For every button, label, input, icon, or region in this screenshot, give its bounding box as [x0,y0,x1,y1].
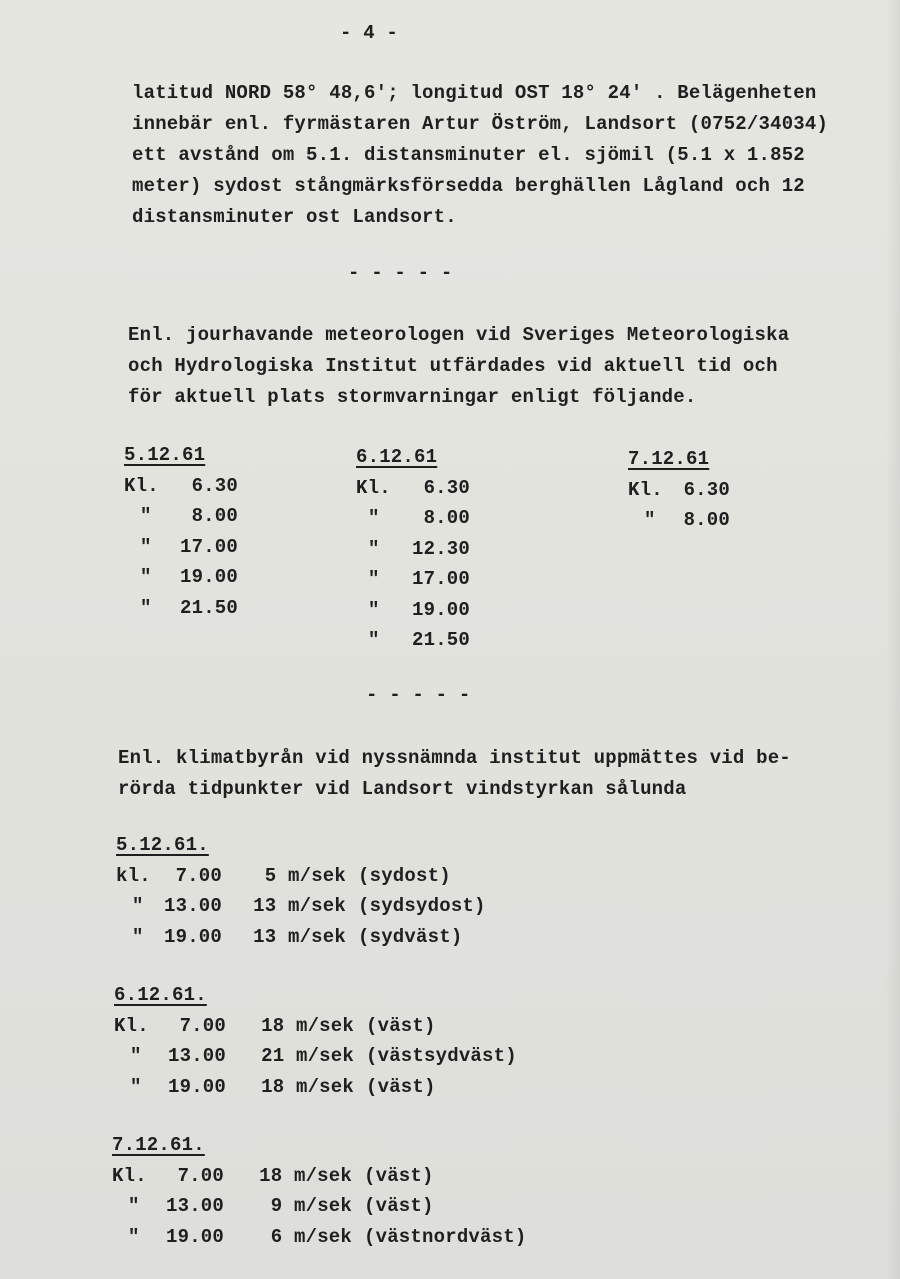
wind-speed: 18 m/sek [259,1164,352,1187]
separator: - - - - - [366,684,471,706]
wind-time: 13.00 [165,1195,224,1217]
wind-time: 19.00 [165,1225,224,1248]
warning-time: 21.50 [411,629,470,651]
ditto-mark: " [368,507,380,529]
wind-speed: 18 m/sek [261,1075,354,1098]
wind-direction: (väst) [366,1075,436,1098]
wind-time: 7.00 [177,1164,224,1187]
wind-row [116,861,486,892]
warning-time: 8.00 [423,507,470,529]
kl-label: Kl. [628,478,663,501]
warning-time-row [356,595,470,626]
wind-direction: (västnordväst) [364,1225,527,1248]
kl-label: Kl. [124,474,159,497]
wind-direction: (sydväst) [358,925,463,948]
wind-block [112,1130,526,1252]
wind-row [114,1072,517,1103]
warning-time-row [124,501,238,532]
ditto-mark: " [140,566,152,588]
wind-time: 13.00 [167,1045,226,1067]
wind-speed: 5 m/sek [264,864,346,887]
kl-label: Kl. [114,1014,149,1037]
wind-time: 13.00 [163,895,222,917]
intro-line: distansminuter ost Landsort. [132,206,457,228]
kl-label: Kl. [112,1164,147,1187]
ditto-mark: " [128,1195,140,1217]
wind-direction: (väst) [364,1195,434,1217]
wind-speed: 6 m/sek [270,1225,352,1248]
wind-time: 7.00 [179,1014,226,1037]
wind-date: 5.12.61. [116,834,209,856]
ditto-mark: " [140,596,152,619]
wind-row [116,922,486,953]
warning-time: 21.50 [179,596,238,619]
wind-row [114,1011,517,1042]
ditto-mark: " [368,568,380,590]
wind-block [114,980,517,1102]
warning-time: 8.00 [683,509,730,531]
wind-date: 7.12.61. [112,1134,205,1156]
warning-time: 8.00 [191,505,238,527]
warning-date: 5.12.61 [124,444,206,466]
warning-time-row [628,505,730,536]
wind-row [112,1161,526,1192]
wind-speed: 9 m/sek [270,1195,352,1217]
wind-speed: 21 m/sek [261,1045,354,1067]
warning-time: 17.00 [411,568,470,590]
wind-row [114,1041,517,1072]
ditto-mark: " [140,535,152,558]
wind-row [116,891,486,922]
warning-column [628,444,730,536]
wind-line: Enl. klimatbyrån vid nyssnämnda institut uppmättes vid be- [118,747,791,769]
ditto-mark: " [644,509,656,531]
ditto-mark: " [140,505,152,527]
wind-direction: (väst) [366,1014,436,1037]
warning-time: 12.30 [411,537,470,560]
separator: - - - - - [348,262,453,284]
intro-line: ett avstånd om 5.1. distansminuter el. sjömil (5.1 x 1.852 [132,144,805,166]
wind-row [112,1222,526,1253]
warning-time: 17.00 [179,535,238,558]
ditto-mark: " [368,598,380,621]
warning-time-row [356,473,470,504]
kl-label: Kl. [356,476,391,499]
wind-direction: (sydsydost) [358,895,486,917]
ditto-mark: " [128,1225,140,1248]
warning-time-row [356,503,470,534]
wind-line: rörda tidpunkter vid Landsort vindstyrkan sålunda [118,778,687,800]
ditto-mark: " [130,1075,142,1098]
warning-time: 19.00 [179,566,238,588]
warning-line: för aktuell plats stormvarningar enligt följande. [128,386,697,408]
intro-line: latitud NORD 58° 48,6'; longitud OST 18° 24' . Belägenheten [132,82,817,104]
wind-direction: (väst) [364,1164,434,1187]
wind-row [112,1191,526,1222]
warning-time-row [356,534,470,565]
warning-line: och Hydrologiska Institut utfärdades vid aktuell tid och [128,355,778,377]
warning-line: Enl. jourhavande meteorologen vid Sveriges Meteorologiska [128,324,790,346]
warning-time-row [124,471,238,502]
warning-time-row [124,562,238,593]
intro-line: meter) sydost stångmärksförsedda berghällen Lågland och 12 [132,175,805,197]
warning-date: 7.12.61 [628,448,710,470]
wind-time: 19.00 [163,925,222,948]
kl-label: kl. [116,864,151,887]
warning-time-row [124,532,238,563]
ditto-mark: " [132,895,144,917]
page-number: - 4 - [340,22,399,44]
wind-date: 6.12.61. [114,984,207,1006]
wind-speed: 13 m/sek [253,925,346,948]
warning-time: 6.30 [683,478,730,501]
ditto-mark: " [130,1045,142,1067]
warning-time-row [124,593,238,624]
warning-time-row [356,564,470,595]
wind-direction: (västsydväst) [366,1045,517,1067]
intro-line: innebär enl. fyrmästaren Artur Öström, Landsort (0752/34034) [132,113,829,135]
wind-speed: 18 m/sek [261,1014,354,1037]
warning-time-row [356,625,470,656]
warning-paragraph [128,320,789,413]
warning-time-row [628,475,730,506]
warning-column [356,442,470,656]
ditto-mark: " [132,925,144,948]
wind-paragraph [118,743,791,805]
wind-direction: (sydost) [358,864,451,887]
wind-time: 19.00 [167,1075,226,1098]
warning-time: 6.30 [191,474,238,497]
warning-time: 19.00 [411,598,470,621]
intro-paragraph [132,78,828,233]
wind-speed: 13 m/sek [253,895,346,917]
ditto-mark: " [368,537,380,560]
warning-date: 6.12.61 [356,446,438,468]
wind-block [116,830,486,952]
wind-time: 7.00 [175,864,222,887]
ditto-mark: " [368,629,380,651]
page-edge-shadow [886,0,900,1279]
warning-column [124,440,238,623]
warning-time: 6.30 [423,476,470,499]
